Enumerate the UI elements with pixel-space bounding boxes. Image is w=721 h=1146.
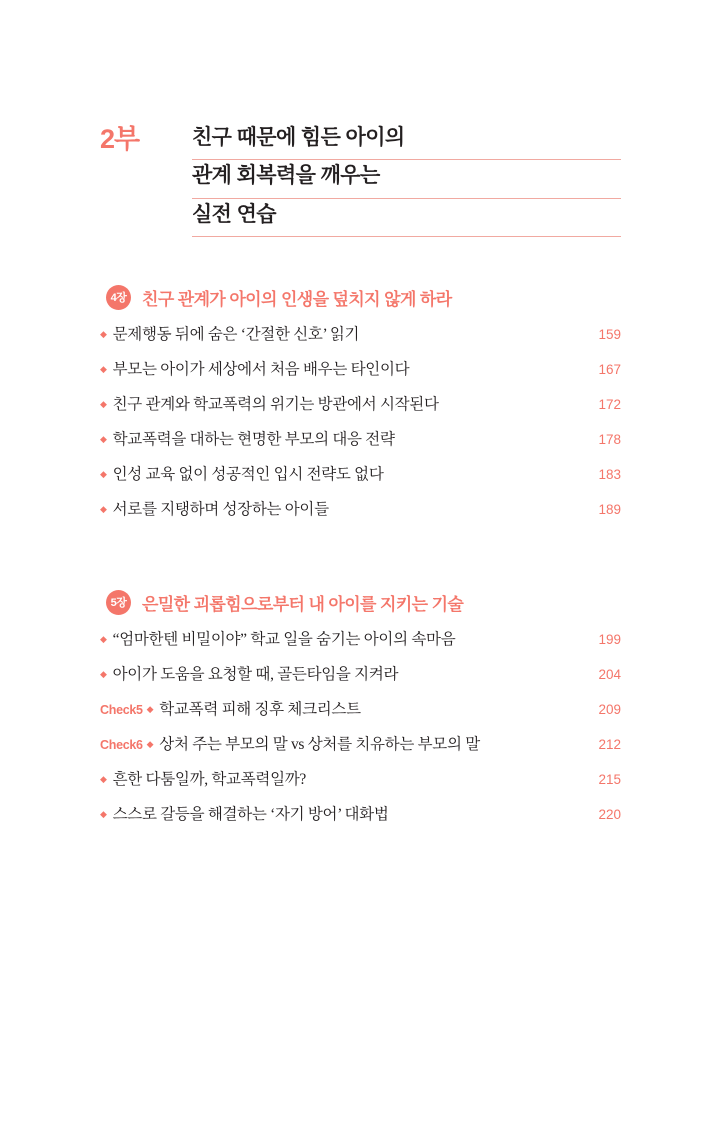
list-item[interactable] <box>100 697 621 732</box>
list-item[interactable] <box>100 322 621 357</box>
part-title-line-1: 친구 때문에 힘든 아이의 <box>192 122 621 160</box>
list-item[interactable] <box>100 732 621 767</box>
toc-page <box>0 122 721 1146</box>
chapter-4-title: 친구 관계가 아이의 인생을 덮치지 않게 하라 <box>142 289 452 309</box>
toc-entry-label: “엄마한텐 비밀이야” 학교 일을 숨기는 아이의 속마음 <box>112 630 456 648</box>
toc-entry-label: 서로를 지탱하며 성장하는 아이들 <box>112 500 329 518</box>
toc-entry-page: 178 <box>598 431 621 447</box>
chapter-4-toc-list <box>100 322 621 532</box>
toc-entry-page: 220 <box>598 806 621 822</box>
list-item[interactable] <box>100 802 621 837</box>
toc-entry-page: 212 <box>598 736 621 752</box>
diamond-bullet-icon: ◆ <box>100 633 107 644</box>
diamond-bullet-icon: ◆ <box>100 668 107 679</box>
diamond-bullet-icon: ◆ <box>100 503 107 514</box>
toc-entry-page: 159 <box>598 326 621 342</box>
toc-entry-label: 스스로 갈등을 해결하는 ‘자기 방어’ 대화법 <box>112 805 389 823</box>
chapter-5-toc-list <box>100 627 621 837</box>
diamond-bullet-icon: ◆ <box>100 328 107 339</box>
toc-entry-page: 172 <box>598 396 621 412</box>
diamond-bullet-icon: ◆ <box>100 773 107 784</box>
diamond-bullet-icon: ◆ <box>100 468 107 479</box>
list-item[interactable] <box>100 627 621 662</box>
toc-entry-label: 학교폭력을 대하는 현명한 부모의 대응 전략 <box>112 430 395 448</box>
toc-entry-page: 215 <box>598 771 621 787</box>
toc-entry-label: 상처 주는 부모의 말 vs 상처를 치유하는 부모의 말 <box>159 735 480 753</box>
chapter-4-badge: 4장 <box>106 285 131 310</box>
list-item[interactable] <box>100 427 621 462</box>
toc-entry-label: 흔한 다툼일까, 학교폭력일까? <box>112 770 307 788</box>
part-title <box>192 122 621 237</box>
list-item[interactable] <box>100 392 621 427</box>
diamond-bullet-icon: ◆ <box>146 703 154 714</box>
toc-entry-page: 199 <box>598 631 621 647</box>
diamond-bullet-icon: ◆ <box>100 398 107 409</box>
part-header <box>100 122 621 237</box>
part-title-line-3: 실전 연습 <box>192 199 621 237</box>
list-item[interactable] <box>100 357 621 392</box>
list-item[interactable] <box>100 662 621 697</box>
toc-entry-page: 189 <box>598 501 621 517</box>
toc-entry-label: 아이가 도움을 요청할 때, 골든타임을 지켜라 <box>112 665 399 683</box>
diamond-bullet-icon: ◆ <box>100 808 107 819</box>
toc-entry-label: 인성 교육 없이 성공적인 입시 전략도 없다 <box>112 465 384 483</box>
toc-entry-check-label: Check5 <box>100 702 143 717</box>
chapter-block-5 <box>100 590 621 837</box>
part-title-line-2: 관계 회복력을 깨우는 <box>192 160 621 198</box>
part-number: 2부 <box>100 124 140 154</box>
list-item[interactable] <box>100 462 621 497</box>
chapter-5-head <box>106 590 621 615</box>
diamond-bullet-icon: ◆ <box>100 433 107 444</box>
chapter-5-badge: 5장 <box>106 590 131 615</box>
list-item[interactable] <box>100 767 621 802</box>
toc-entry-label: 친구 관계와 학교폭력의 위기는 방관에서 시작된다 <box>112 395 439 413</box>
chapter-4-head <box>106 285 621 310</box>
toc-entry-label: 문제행동 뒤에 숨은 ‘간절한 신호’ 읽기 <box>112 325 360 343</box>
diamond-bullet-icon: ◆ <box>100 363 107 374</box>
list-item[interactable] <box>100 497 621 532</box>
toc-entry-label: 학교폭력 피해 징후 체크리스트 <box>159 700 361 718</box>
diamond-bullet-icon: ◆ <box>146 738 154 749</box>
chapter-block-4 <box>100 285 621 532</box>
toc-entry-check-label: Check6 <box>100 737 143 752</box>
toc-entry-page: 209 <box>598 701 621 717</box>
chapter-5-title: 은밀한 괴롭힘으로부터 내 아이를 지키는 기술 <box>142 594 464 614</box>
toc-entry-page: 167 <box>598 361 621 377</box>
toc-entry-label: 부모는 아이가 세상에서 처음 배우는 타인이다 <box>112 360 410 378</box>
toc-entry-page: 183 <box>598 466 621 482</box>
toc-entry-page: 204 <box>598 666 621 682</box>
